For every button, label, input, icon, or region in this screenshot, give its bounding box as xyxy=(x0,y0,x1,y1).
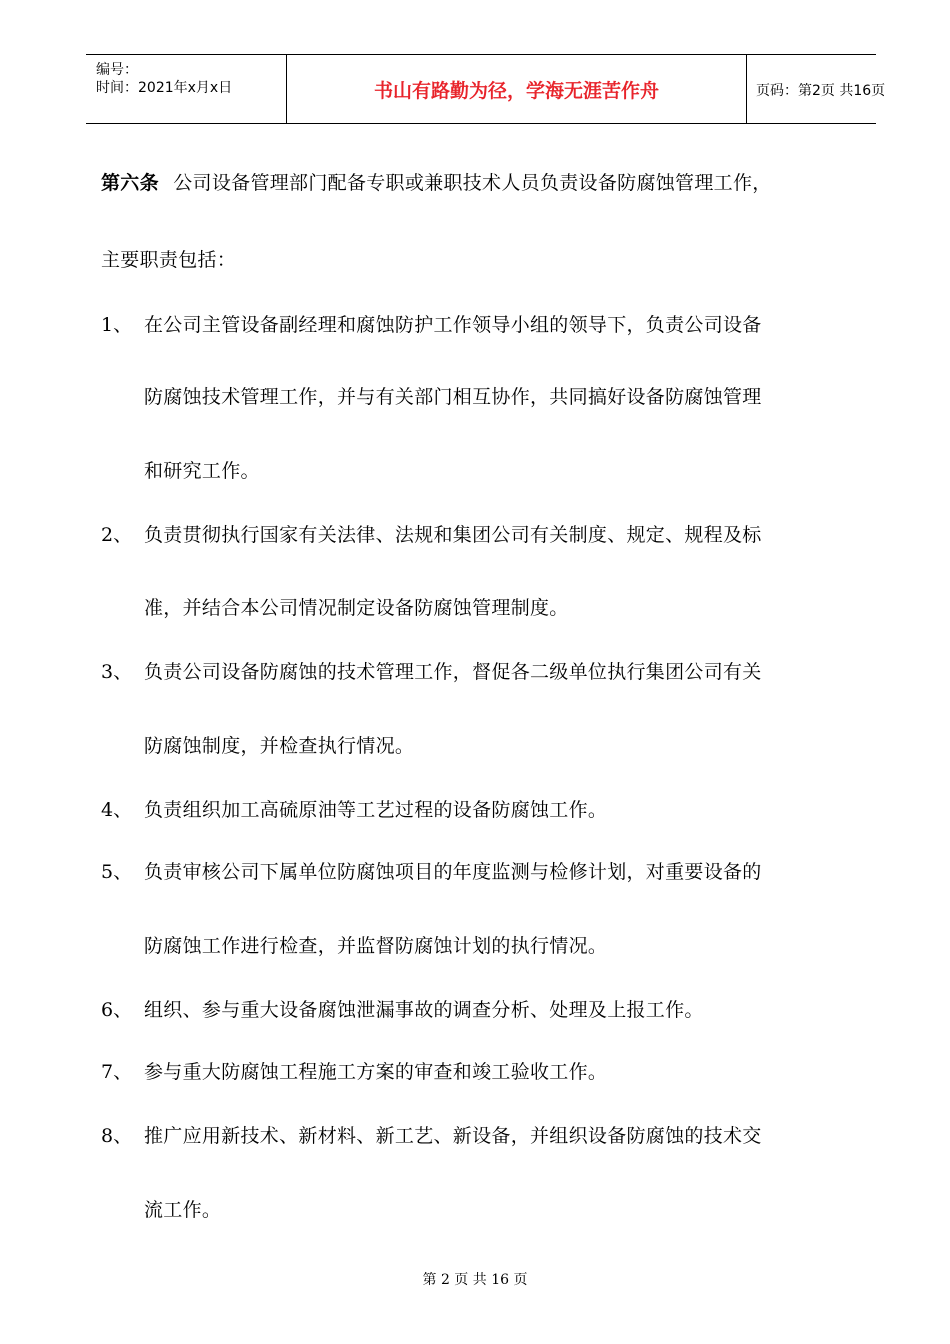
header-page-cell xyxy=(746,55,886,123)
list-item-number: 1、 xyxy=(101,314,133,336)
page-footer: 第 2 页 共 16 页 xyxy=(422,1272,528,1288)
list-item-number: 2、 xyxy=(101,524,133,546)
list-item-text: 推广应用新技术、新材料、新工艺、新设备，并组织设备防腐蚀的技术交 xyxy=(144,1125,762,1147)
list-item-text: 负责审核公司下属单位防腐蚀项目的年度监测与检修计划，对重要设备的 xyxy=(144,861,762,883)
list-item-text: 防腐蚀技术管理工作，并与有关部门相互协作，共同搞好设备防腐蚀管理 xyxy=(144,386,762,408)
list-item-text: 防腐蚀制度，并检查执行情况。 xyxy=(144,735,415,757)
document-number-label: 编号： xyxy=(96,62,138,78)
header-motto-cell xyxy=(286,55,747,123)
list-item-number: 3、 xyxy=(101,661,133,683)
list-item-text: 防腐蚀工作进行检查，并监督防腐蚀计划的执行情况。 xyxy=(144,935,608,957)
list-item-number: 6、 xyxy=(101,999,133,1021)
list-item-text: 在公司主管设备副经理和腐蚀防护工作领导小组的领导下，负责公司设备 xyxy=(144,314,762,336)
article-line-1 xyxy=(101,168,772,195)
header-motto: 书山有路勤为径，学海无涯苦作舟 xyxy=(373,80,659,102)
article-label: 第六条 xyxy=(101,172,159,194)
list-item-text: 组织、参与重大设备腐蚀泄漏事故的调查分析、处理及上报工作。 xyxy=(144,999,704,1021)
list-item-text: 负责贯彻执行国家有关法律、法规和集团公司有关制度、规定、规程及标 xyxy=(144,524,762,546)
article-text: 公司设备管理部门配备专职或兼职技术人员负责设备防腐蚀管理工作， xyxy=(173,172,772,194)
document-time-label: 时间：2021年x月x日 xyxy=(96,80,233,96)
list-item-text: 和研究工作。 xyxy=(144,460,260,482)
article-line-2: 主要职责包括： xyxy=(101,249,237,271)
list-item-text: 负责组织加工高硫原油等工艺过程的设备防腐蚀工作。 xyxy=(144,799,608,821)
header-meta-cell xyxy=(86,55,286,123)
header-page-number: 页码：第2页 共16页 xyxy=(756,83,886,99)
page-header xyxy=(86,54,886,124)
list-item-number: 8、 xyxy=(101,1125,133,1147)
list-item-number: 5、 xyxy=(101,861,133,883)
list-item-text: 参与重大防腐蚀工程施工方案的审查和竣工验收工作。 xyxy=(144,1061,608,1083)
list-item-text: 流工作。 xyxy=(144,1199,222,1221)
list-item-number: 7、 xyxy=(101,1061,133,1083)
list-item-number: 4、 xyxy=(101,799,133,821)
list-item-text: 负责公司设备防腐蚀的技术管理工作，督促各二级单位执行集团公司有关 xyxy=(144,661,762,683)
list-item-text: 准，并结合本公司情况制定设备防腐蚀管理制度。 xyxy=(144,597,569,619)
